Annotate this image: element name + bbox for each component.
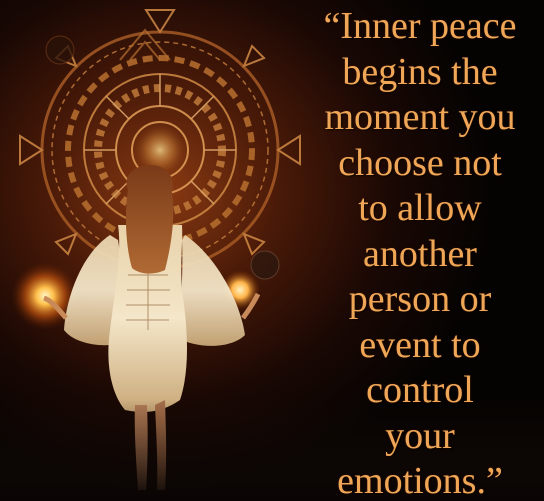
quote-line: event to xyxy=(359,323,481,366)
quote-line: another xyxy=(363,232,477,275)
quote-text xyxy=(300,4,540,501)
quote-line: emotions.” xyxy=(337,460,503,501)
quote-line: choose not xyxy=(338,141,502,184)
quote-line: control xyxy=(366,369,474,411)
quote-line: “Inner peace xyxy=(323,5,517,47)
quote-line: begins the xyxy=(342,50,498,93)
quote-line: your xyxy=(385,414,455,457)
quote-line: moment you xyxy=(324,96,516,138)
quote-line: person or xyxy=(348,278,492,320)
quote-line: to allow xyxy=(358,187,482,229)
